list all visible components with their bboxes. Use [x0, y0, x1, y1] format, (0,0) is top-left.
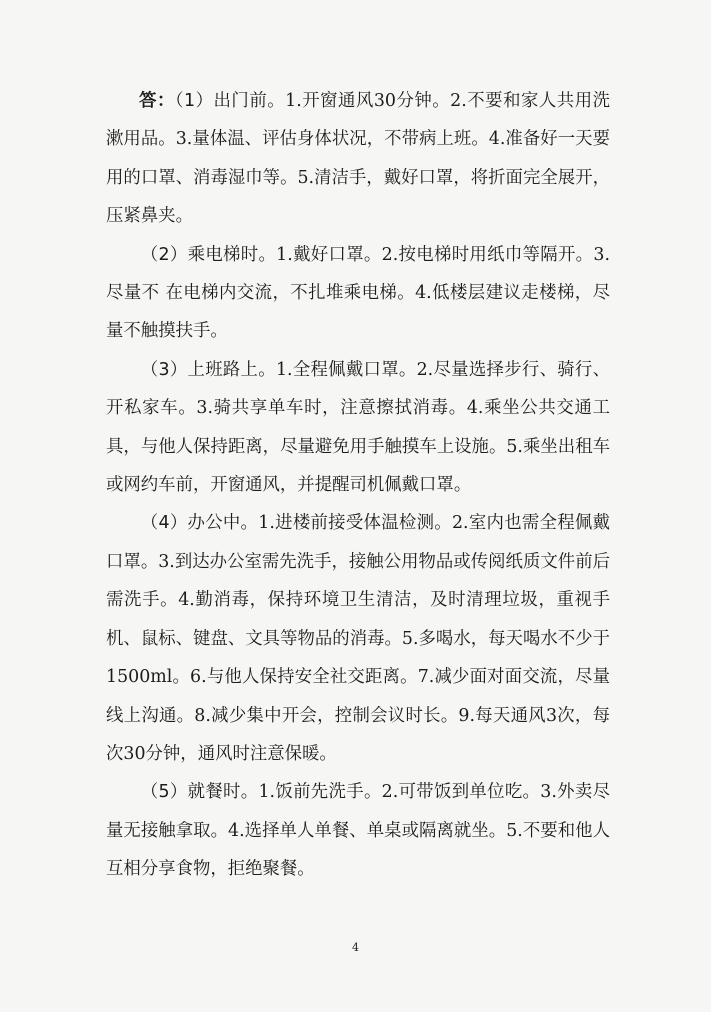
paragraph-office: [106, 504, 610, 773]
paragraph-text: 1.全程佩戴口罩。2.尽量选择步行、骑行、开私家车。3.骑共享单车时，注意擦拭消毒。4.乘坐公共交通工具，与他人保持距离，尽量避免用手触摸车上设施。5.乘坐出租车或网约车前，开窗通风，并提醒司机佩戴口罩。: [106, 359, 611, 496]
paragraph-dining: [106, 773, 610, 888]
paragraph-text: 1.饭前先洗手。2.可带饭到单位吃。3.外卖尽量无接触拿取。4.选择单人单餐、单桌或隔离就坐。5.不要和他人互相分享食物，拒绝聚餐。: [106, 782, 610, 880]
paragraph-elevator: [106, 236, 610, 351]
answer-body: [106, 82, 610, 889]
paragraph-heading: （4）办公中。: [140, 513, 259, 534]
answer-label: 答：: [139, 91, 175, 111]
paragraph-text: 1.进楼前接受体温检测。2.室内也需全程佩戴口罩。3.到达办公室需先洗手，接触公用物品或传阅纸质文件前后需洗手。4.勤消毒，保持环境卫生清洁，及时清理垃圾，重视手机、鼠标、键盘、文具等物品的消毒。5.多喝水，每天喝水不少于 1500ml。6.与他人保持安全社交距离。7.减少面对面交流，尽量线上沟通。8.减少集中开会，控制会议时长。9.每天通风3次，每次30分钟，通风时注意保暖。: [106, 513, 610, 764]
paragraph-text: 1.开窗通风30分钟。2.不要和家人共用洗漱用品。3.量体温、评估身体状况，不带病上班。4.准备好一天要用的口罩、消毒湿巾等。5.清洁手，戴好口罩，将折面完全展开，压紧鼻夹。: [106, 91, 610, 227]
paragraph-text: 1.戴好口罩。2.按电梯时用纸巾等隔开。3.尽量不 在电梯内交流，不扎堆乘电梯。4.低楼层建议走楼梯，尽量不触摸扶手。: [106, 244, 610, 342]
paragraph-heading: （1）出门前。: [174, 91, 286, 111]
paragraph-heading: （5）就餐时。: [140, 782, 259, 803]
paragraph-before-leaving: [106, 82, 610, 236]
paragraph-commute: [106, 351, 610, 505]
paragraph-heading: （3）上班路上。: [140, 359, 276, 380]
paragraph-heading: （2）乘电梯时。: [140, 244, 277, 265]
page-number: 4: [352, 941, 359, 954]
